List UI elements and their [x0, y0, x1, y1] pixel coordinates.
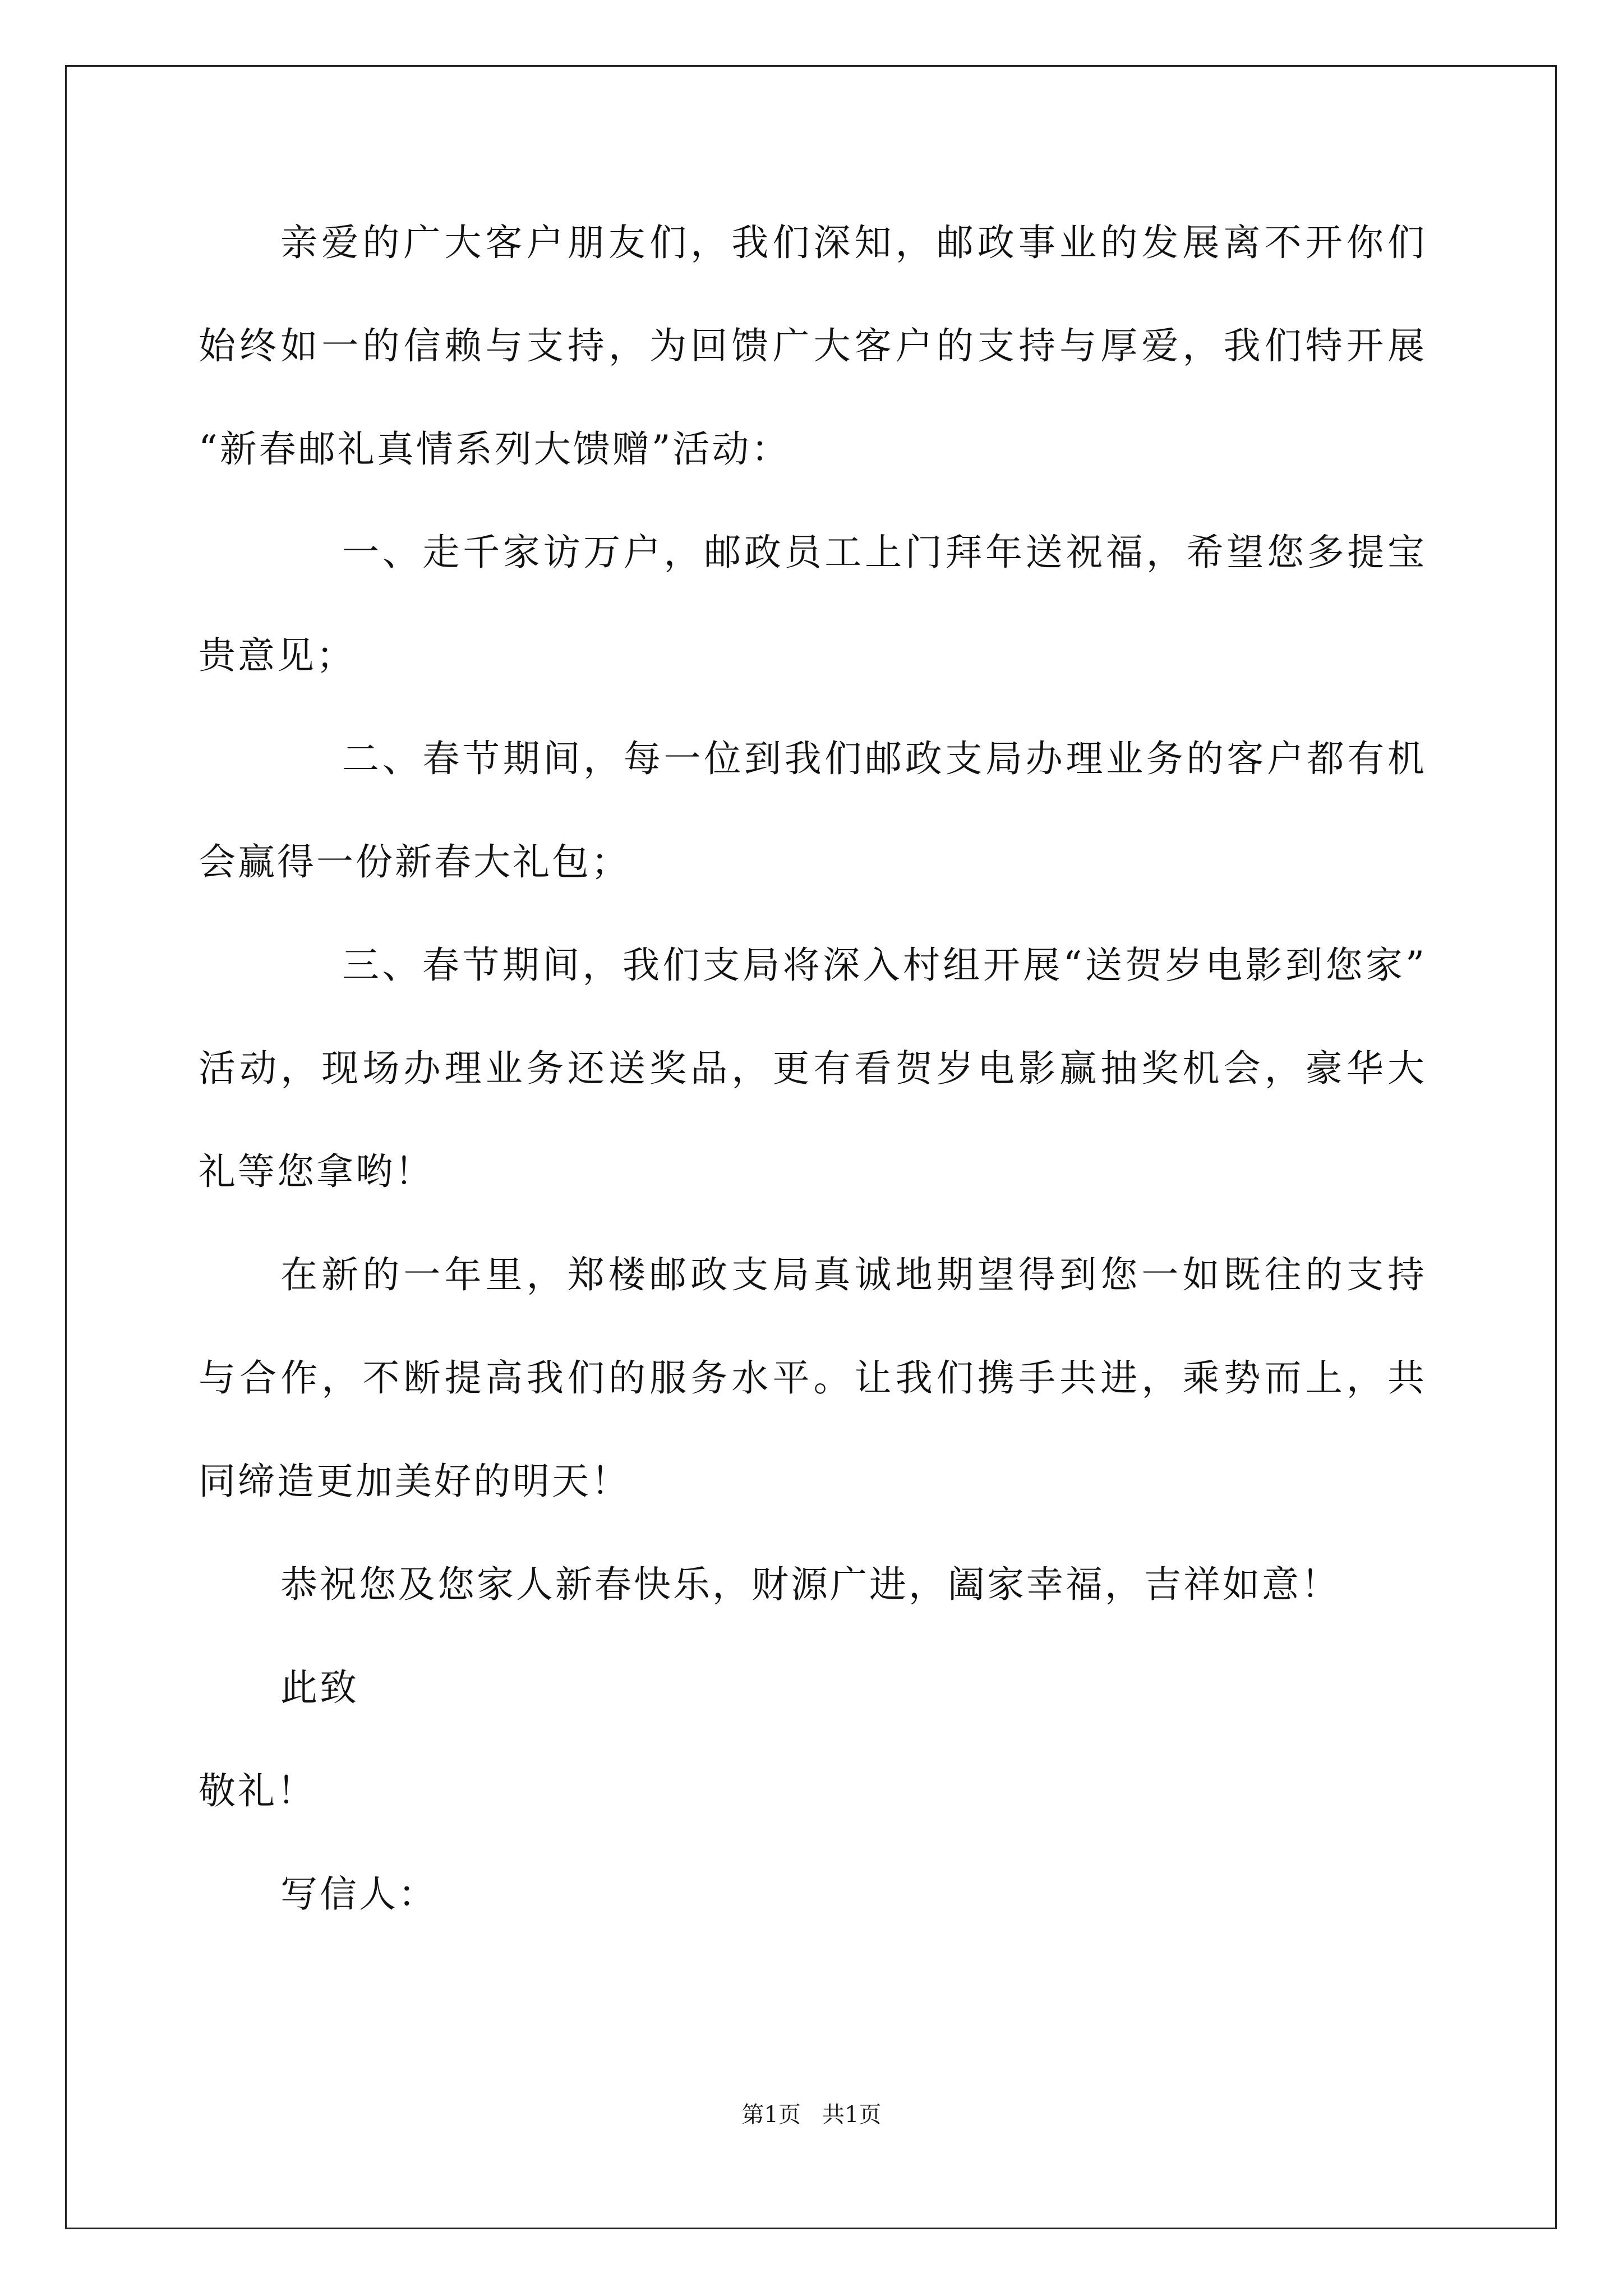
letter-line-1: 亲爱的广大客户朋友们，我们深知，邮政事业的发展离不开你们 [280, 221, 1427, 264]
letter-line-2: 始终如一的信赖与支持，为回馈广大客户的支持与厚爱，我们特开展 [199, 324, 1427, 367]
letter-line-7: 会赢得一份新春大礼包； [199, 840, 630, 884]
letter-line-10: 礼等您拿哟！ [199, 1150, 434, 1193]
closing-respect: 敬礼！ [199, 1769, 316, 1812]
letter-line-9: 活动，现场办理业务还送奖品，更有看贺岁电影赢抽奖机会，豪华大 [199, 1047, 1427, 1090]
letter-line-11: 在新的一年里，郑楼邮政支局真诚地期望得到您一如既往的支持 [280, 1253, 1427, 1296]
page-footer: 第1页 共1页 [741, 2102, 882, 2128]
letter-line-5: 贵意见； [199, 634, 356, 677]
letter-line-6: 二、春节期间，每一位到我们邮政支局办理业务的客户都有机 [342, 737, 1427, 780]
letter-line-3: “新春邮礼真情系列大馈赠”活动： [199, 427, 791, 471]
letter-line-14: 恭祝您及您家人新春快乐，财源广进，阖家幸福，吉祥如意！ [280, 1563, 1340, 1606]
letter-line-12: 与合作，不断提高我们的服务水平。让我们携手共进，乘势而上，共 [199, 1356, 1427, 1400]
letter-line-8: 三、春节期间，我们支局将深入村组开展“送贺岁电影到您家” [342, 944, 1427, 987]
closing-salutation: 此致 [280, 1666, 359, 1709]
letter-line-13: 同缔造更加美好的明天！ [199, 1460, 630, 1503]
letter-line-4: 一、走千家访万户，邮政员工上门拜年送祝福，希望您多提宝 [342, 531, 1427, 574]
writer-label: 写信人： [280, 1872, 437, 1916]
